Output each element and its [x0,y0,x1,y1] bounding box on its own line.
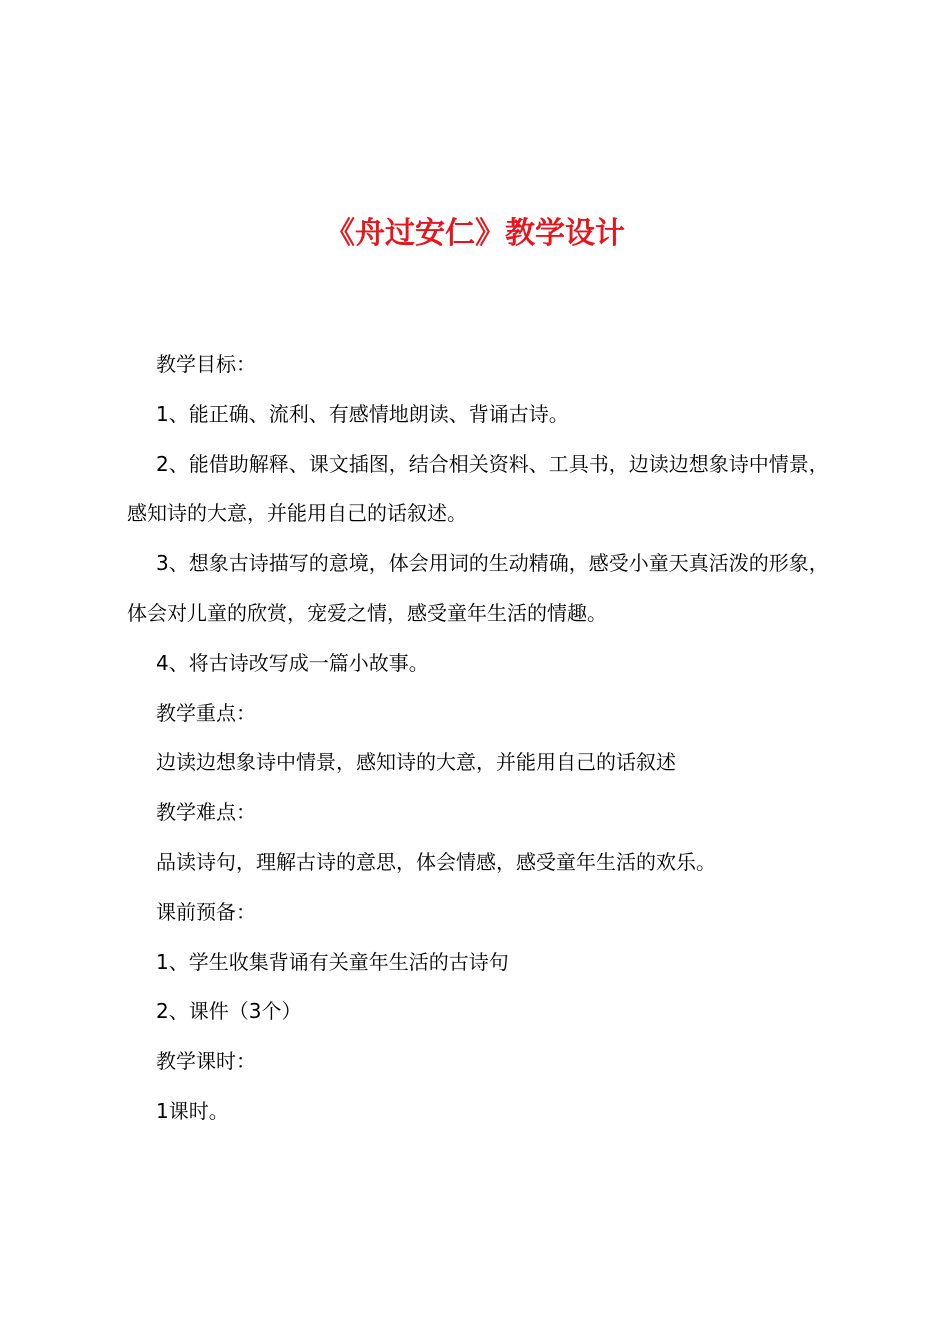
difficulties-text: 品读诗句，理解古诗的意思，体会情感，感受童年生活的欢乐。 [156,849,716,874]
section-heading-preparation: 课前预备： [156,899,256,924]
section-heading-difficulties: 教学难点： [156,800,256,825]
section-heading-objectives: 教学目标： [156,352,256,376]
key-points-text: 边读边想象诗中情景，感知诗的大意，并能用自己的话叙述 [156,750,676,775]
preparation-item-2: 2、课件（3个） [156,999,302,1024]
section-heading-class-hours: 教学课时： [156,1049,256,1074]
section-heading-key-points: 教学重点： [156,700,256,725]
objective-item-4: 4、将古诗改写成一篇小故事。 [156,650,429,675]
document-body [127,340,837,1137]
document-title: 《舟过安仁》教学设计 [325,216,625,251]
objective-item-2: 2、能借助解释、课文插图，结合相关资料、工具书，边读边想象诗中情景，感知诗的大意，并能用自己的话叙述。 [127,451,829,526]
preparation-item-1: 1、学生收集背诵有关童年生活的古诗句 [156,949,509,974]
objective-item-1: 1、能正确、流利、有感情地朗读、背诵古诗。 [156,401,569,426]
objective-item-3: 3、想象古诗描写的意境，体会用词的生动精确，感受小童天真活泼的形象，体会对儿童的欣赏，宠爱之情，感受童年生活的情趣。 [127,551,829,625]
class-hours-text: 1课时。 [156,1098,229,1123]
